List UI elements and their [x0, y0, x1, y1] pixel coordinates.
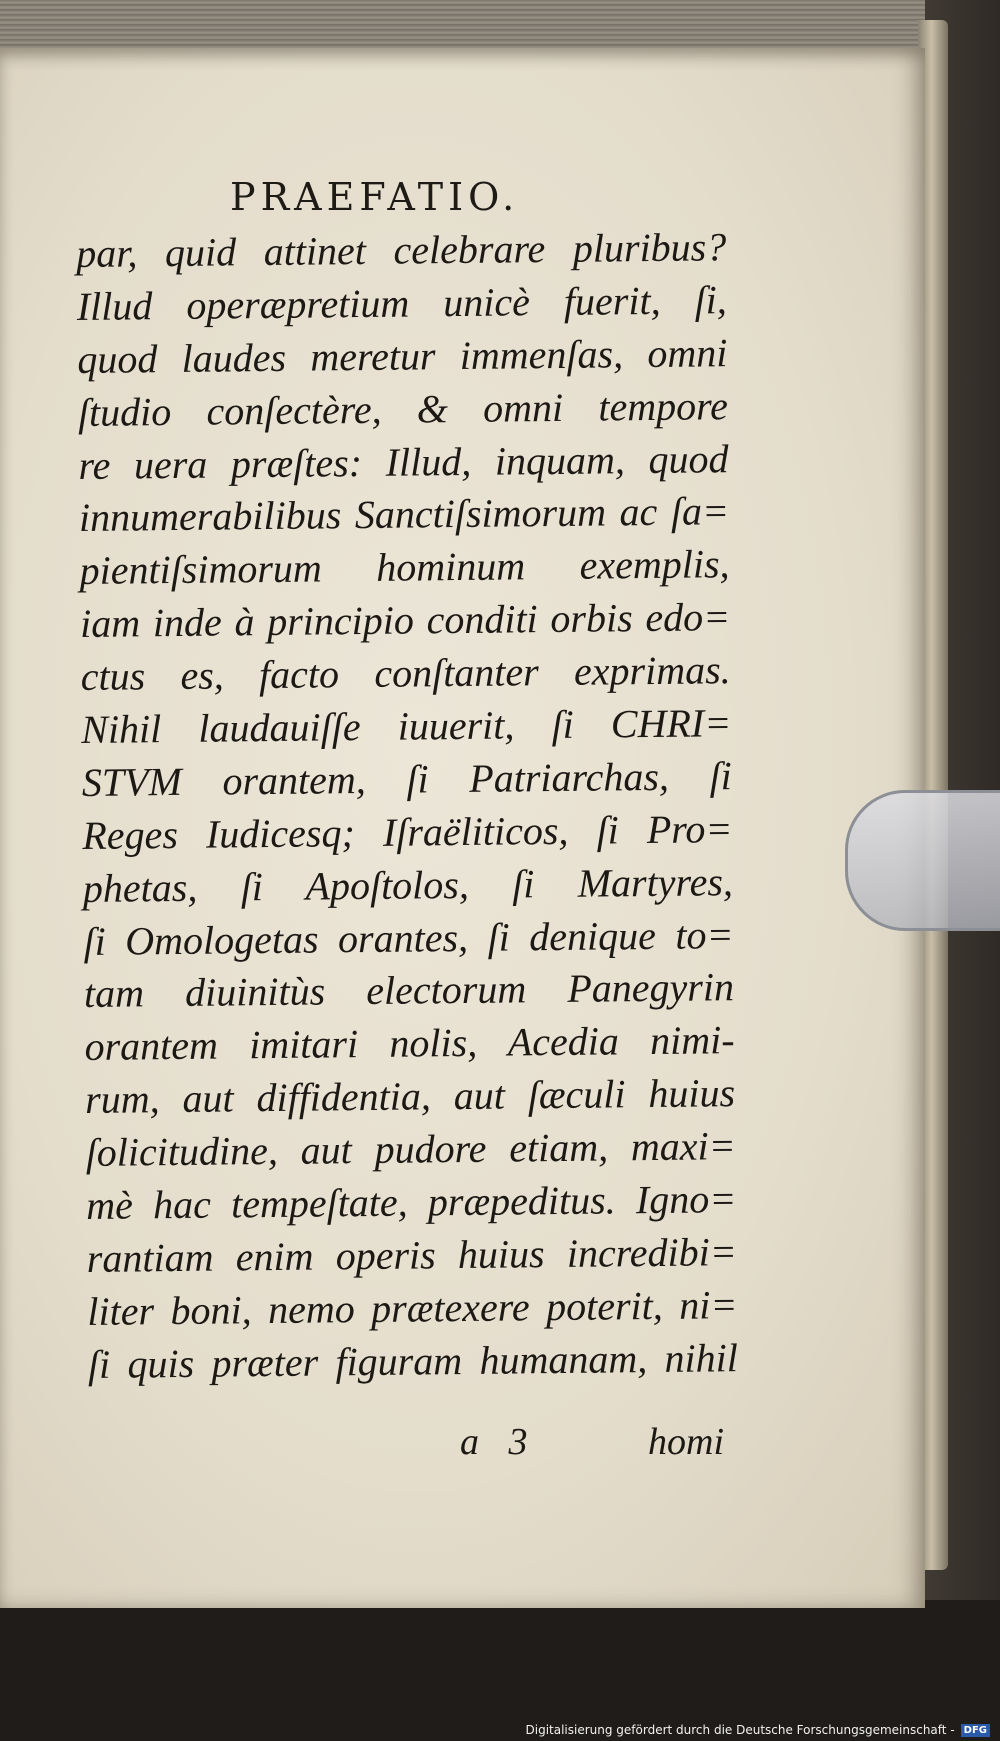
catchword: homi: [648, 1421, 724, 1463]
text-line: phetas, ſi Apoſtolos, ſi Martyres,: [82, 858, 734, 911]
signature-mark: a 3: [460, 1421, 538, 1463]
text-line: re uera præſtes: Illud, inquam, quod: [78, 435, 729, 488]
text-line: mè hac tempeſtate, præpeditus. Igno=: [86, 1176, 737, 1228]
text-line: ſtudio conſectère, & omni tempore: [77, 382, 729, 435]
text-line: STVM orantem, ſi Patriarchas, ſi: [81, 753, 733, 805]
bottom-shadow: [0, 1600, 1000, 1741]
text-line: ſi Omologetas orantes, ſi denique to=: [83, 911, 734, 964]
text-line: Nihil laudauiſſe iuuerit, ſi CHRI=: [81, 700, 732, 752]
page-clip: [845, 790, 1000, 931]
text-line: par, quid attinet celebrare pluribus?: [76, 224, 727, 276]
text-line: iam inde à principio conditi orbis edo=: [79, 594, 731, 647]
text-line: innumerabilibus Sanctiſsimorum ac ſa=: [78, 488, 730, 541]
credit-text: Digitalisierung gefördert durch die Deutsche Forschungsgemeinschaft -: [525, 1723, 955, 1737]
text-line: quod laudes meretur immenſas, omni: [77, 329, 728, 382]
text-line: ſolicitudine, aut pudore etiam, maxi=: [85, 1123, 736, 1176]
page-header: PRAEFATIO.: [230, 175, 520, 219]
dfg-logo: DFG: [961, 1724, 990, 1737]
body-text: [76, 221, 738, 1391]
text-line: ſi quis præter figuram humanam, nihil: [87, 1334, 739, 1387]
text-line: tam diuinitùs electorum Panegyrin: [83, 964, 735, 1017]
page-footer-marks: [0, 1420, 925, 1470]
text-line: rum, aut diffidentia, aut ſæculi huius: [84, 1070, 736, 1123]
text-line: Illud operæpretium unicè fuerit, ſi,: [76, 277, 728, 329]
text-line: ctus es, facto conſtanter exprimas.: [80, 647, 731, 700]
text-line: Reges Iudicesq; Iſraëliticos, ſi Pro=: [82, 805, 733, 858]
text-line: liter boni, nemo prætexere poterit, ni=: [87, 1281, 738, 1334]
digitization-credit: [526, 1723, 991, 1737]
text-line: pientiſsimorum hominum exemplis,: [79, 541, 730, 594]
text-line: orantem imitari nolis, Acedia nimi-: [84, 1017, 735, 1070]
text-line: rantiam enim operis huius incredibi=: [86, 1229, 737, 1281]
